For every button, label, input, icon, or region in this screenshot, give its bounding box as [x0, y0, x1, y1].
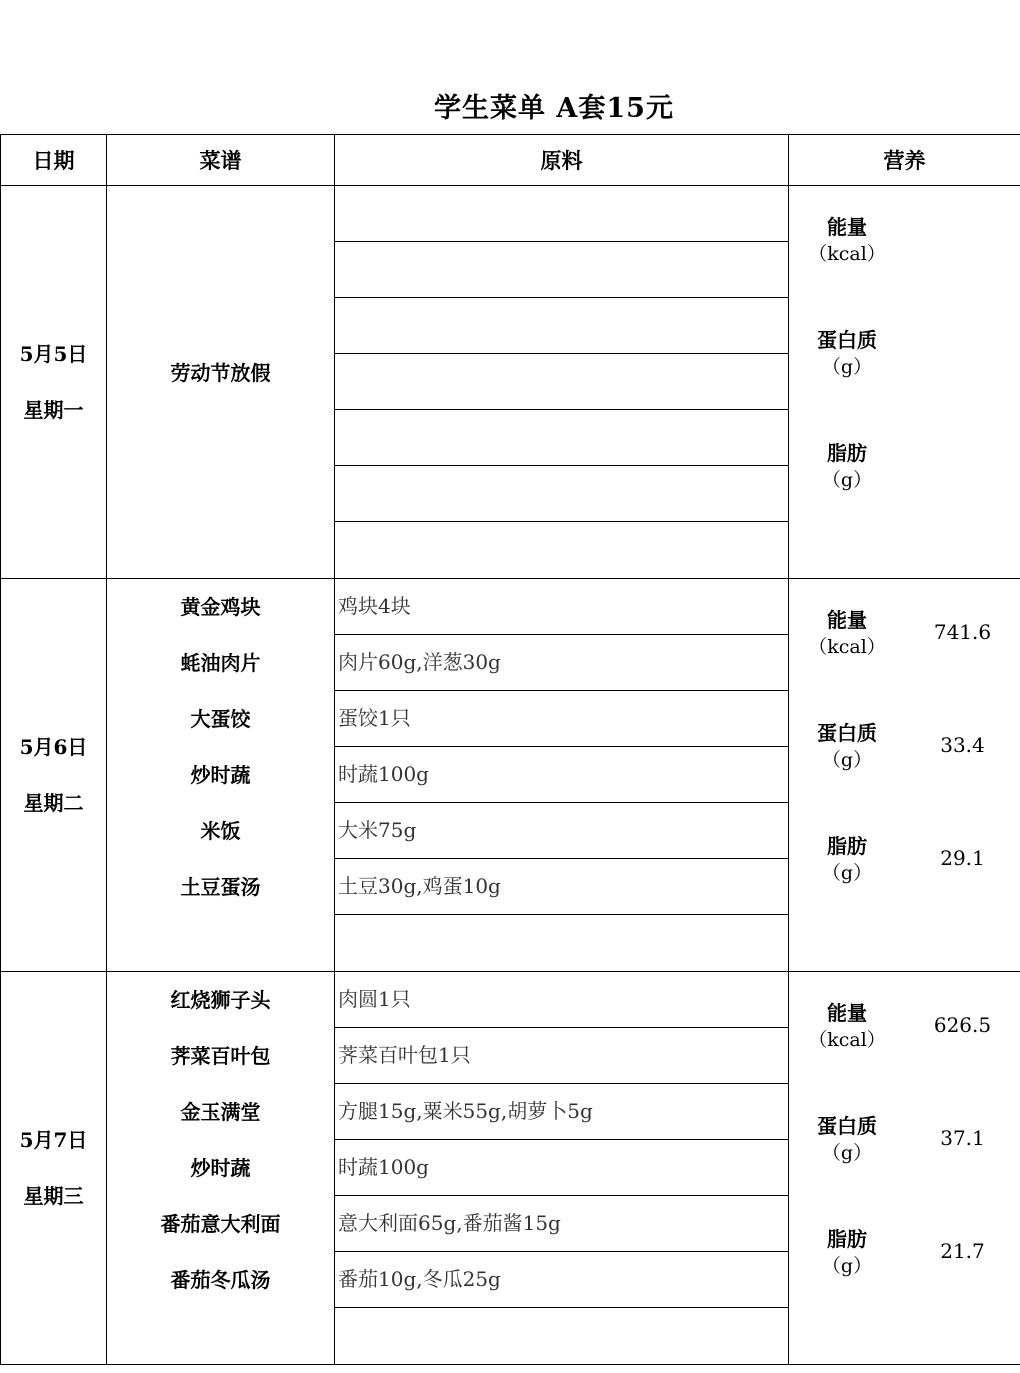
- fat-value: 21.7: [940, 1239, 985, 1263]
- ingredients-cell: [335, 186, 789, 579]
- ingredient-line: 大米75g: [335, 803, 788, 859]
- dish: 番茄意大利面: [160, 1212, 281, 1236]
- protein-label: 蛋白质 （g）: [817, 721, 877, 771]
- ingredient-line: [335, 466, 788, 522]
- recipe-cell: [107, 579, 335, 972]
- dish: 荠菜百叶包: [170, 1044, 271, 1068]
- ingredient-line: 番茄10g,冬瓜25g: [335, 1252, 788, 1308]
- ingredient-line: [335, 354, 788, 410]
- ingredient-line: [335, 410, 788, 466]
- energy-value: 626.5: [933, 1013, 992, 1037]
- ingredient-line: 鸡块4块: [335, 579, 788, 635]
- protein-block: [789, 720, 1020, 780]
- dish: 土豆蛋汤: [180, 875, 261, 899]
- header-date: 日期: [1, 135, 107, 186]
- nutrition-cell: [789, 579, 1020, 972]
- recipe-cell: [107, 186, 335, 579]
- ingredients-cell: [335, 579, 789, 972]
- energy-block: [789, 1000, 1020, 1060]
- ingredient-line: 时蔬100g: [335, 1140, 788, 1196]
- protein-block: [789, 1113, 1020, 1173]
- fat-block: [789, 440, 1020, 500]
- fat-block: [789, 1226, 1020, 1286]
- dish: 金玉满堂: [180, 1100, 261, 1124]
- energy-value: 741.6: [933, 620, 992, 644]
- protein-value: 37.1: [940, 1126, 985, 1150]
- weekday: 星期二: [23, 791, 84, 815]
- ingredient-line: 蛋饺1只: [335, 691, 788, 747]
- ingredient-line: [335, 186, 788, 242]
- ingredient-line: [335, 1308, 788, 1363]
- recipe-cell: [107, 972, 335, 1365]
- ingredient-line: 荠菜百叶包1只: [335, 1028, 788, 1084]
- dish: 红烧狮子头: [170, 988, 271, 1012]
- energy-block: [789, 607, 1020, 667]
- day-row: [1, 579, 1020, 972]
- protein-label: 蛋白质 （g）: [817, 1114, 877, 1164]
- weekday: 星期一: [23, 398, 84, 422]
- header-row: [1, 135, 1020, 186]
- date-cell: [1, 186, 107, 579]
- energy-block: [789, 214, 1020, 274]
- dish: 劳动节放假: [170, 361, 271, 385]
- date: 5月6日: [19, 735, 88, 759]
- fat-label: 脂肪 （g）: [821, 834, 873, 884]
- dish: 番茄冬瓜汤: [170, 1268, 271, 1292]
- weekday: 星期三: [23, 1184, 84, 1208]
- dish: 炒时蔬: [190, 763, 251, 787]
- ingredient-line: 肉圆1只: [335, 972, 788, 1028]
- nutrition-cell: [789, 186, 1020, 579]
- dish: 蚝油肉片: [180, 651, 261, 675]
- date-cell: [1, 579, 107, 972]
- protein-block: [789, 327, 1020, 387]
- ingredient-line: 时蔬100g: [335, 747, 788, 803]
- ingredient-line: [335, 522, 788, 577]
- date: 5月7日: [19, 1128, 88, 1152]
- header-ingredients: 原料: [335, 135, 789, 186]
- header-recipe: 菜谱: [107, 135, 335, 186]
- nutrition-cell: [789, 972, 1020, 1365]
- fat-label: 脂肪 （g）: [821, 1227, 873, 1277]
- ingredient-line: 意大利面65g,番茄酱15g: [335, 1196, 788, 1252]
- header-nutrition: 营养: [789, 135, 1020, 186]
- dish: 大蛋饺: [190, 707, 251, 731]
- menu-table: [0, 134, 1020, 1365]
- fat-label: 脂肪 （g）: [821, 441, 873, 491]
- ingredient-line: [335, 242, 788, 298]
- dish: 米饭: [200, 819, 241, 843]
- protein-value: 33.4: [940, 733, 985, 757]
- ingredients-cell: [335, 972, 789, 1365]
- ingredient-line: 方腿15g,粟米55g,胡萝卜5g: [335, 1084, 788, 1140]
- energy-label: 能量 （kcal）: [808, 1001, 886, 1051]
- ingredient-line: 肉片60g,洋葱30g: [335, 635, 788, 691]
- ingredient-line: 土豆30g,鸡蛋10g: [335, 859, 788, 915]
- date-cell: [1, 972, 107, 1365]
- date: 5月5日: [19, 342, 88, 366]
- day-row: [1, 972, 1020, 1365]
- ingredient-line: [335, 298, 788, 354]
- fat-block: [789, 833, 1020, 893]
- dish: 炒时蔬: [190, 1156, 251, 1180]
- energy-label: 能量 （kcal）: [808, 608, 886, 658]
- fat-value: 29.1: [940, 846, 985, 870]
- menu-title: 学生菜单 A套15元: [434, 93, 674, 124]
- dish: 黄金鸡块: [180, 595, 261, 619]
- ingredient-line: [335, 915, 788, 970]
- energy-label: 能量 （kcal）: [808, 215, 886, 265]
- protein-label: 蛋白质 （g）: [817, 328, 877, 378]
- day-row: [1, 186, 1020, 579]
